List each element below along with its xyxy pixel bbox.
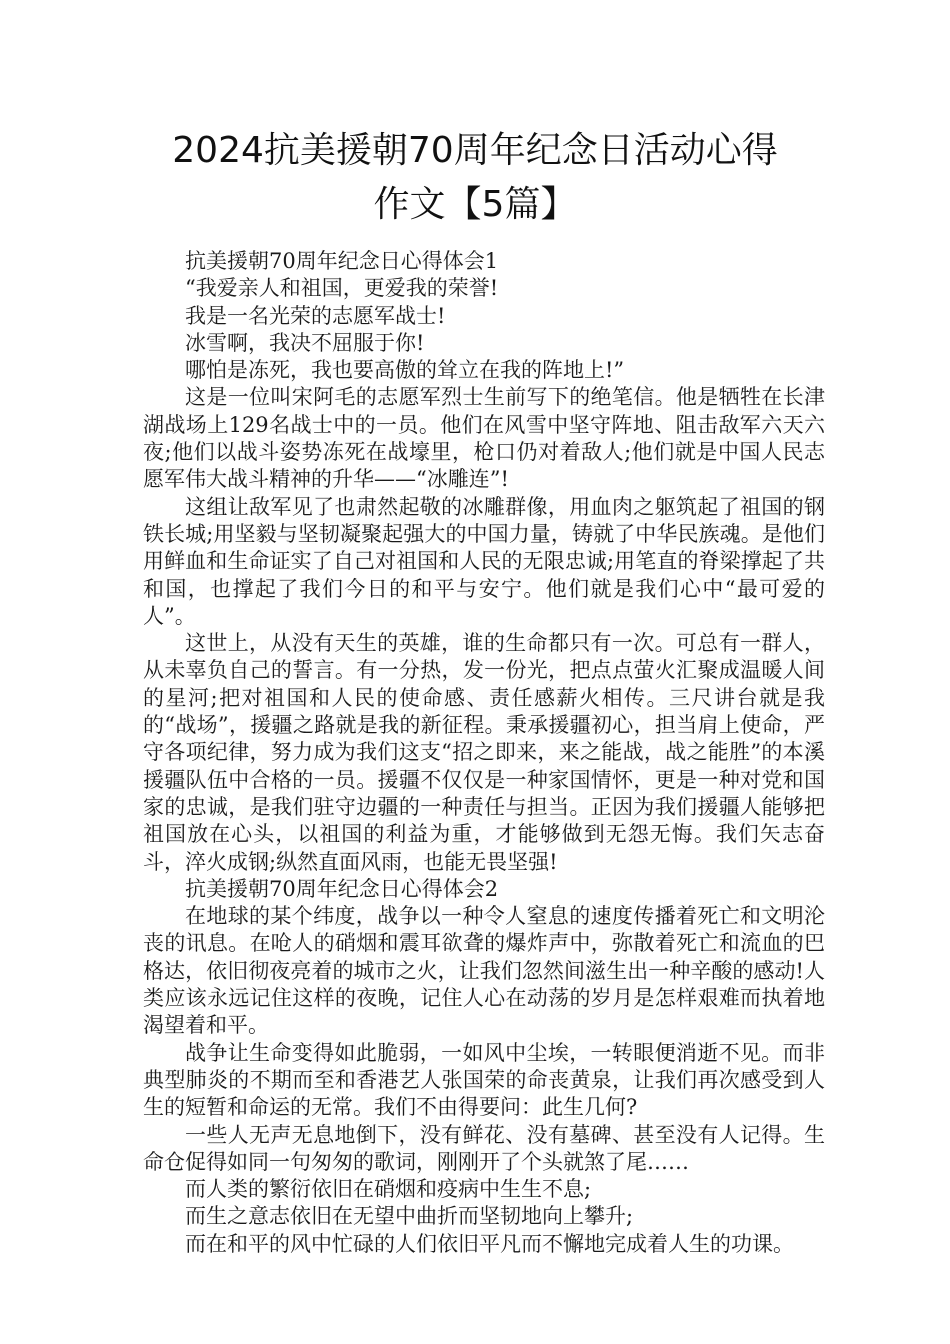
paragraph: 这世上，从没有天生的英雄，谁的生命都只有一次。可总有一群人，从未辜负自己的誓言。有一分热，发一份光，把点点萤火汇聚成温暖人间的星河;把对祖国和人民的使命感、责任感薪火相传。三尺讲台就是我的“战场”，援疆之路就是我的新征程。秉承援疆初心，担当肩上使命，严守各项纪律，努力成为我们这支“招之即来，来之能战，战之能胜”的本溪援疆队伍中合格的一员。援疆不仅仅是一种家国情怀，更是一种对党和国家的忠诚，是我们驻守边疆的一种责任与担当。正因为我们援疆人能够把祖国放在心头，以祖国的利益为重，才能够做到无怨无悔。我们矢志奋斗，淬火成钢;纵然直面风雨，也能无畏坚强! — [143, 631, 825, 874]
paragraph: 这是一位叫宋阿毛的志愿军烈士生前写下的绝笔信。他是牺牲在长津湖战场上129名战士中的一员。他们在风雪中坚守阵地、阻击敌军六天六夜;他们以战斗姿势冻死在战壕里，枪口仍对着敌人;他们就是中国人民志愿军伟大战斗精神的升华——“冰雕连”! — [143, 385, 825, 492]
title-line-1: 2024抗美援朝70周年纪念日活动心得 — [172, 130, 778, 171]
paragraph: 而生之意志依旧在无望中曲折而坚韧地向上攀升; — [185, 1204, 634, 1229]
paragraph: 这组让敌军见了也肃然起敬的冰雕群像，用血肉之躯筑起了祖国的钢铁长城;用坚毅与坚韧凝聚起强大的中国力量，铸就了中华民族魂。是他们用鲜血和生命证实了自己对祖国和人民的无限忠诚;用笔直的脊梁撑起了共和国，也撑起了我们今日的和平与安宁。他们就是我们心中“最可爱的人”。 — [143, 494, 825, 628]
section-heading-1: 抗美援朝70周年纪念日心得体会1 — [185, 249, 499, 273]
paragraph: 在地球的某个纬度，战争以一种令人窒息的速度传播着死亡和文明沦丧的讯息。在呛人的硝烟和震耳欲聋的爆炸声中，弥散着死亡和流血的巴格达，依旧彻夜亮着的城市之火，让我们忽然间滋生出一种辛酸的感动!人类应该永远记住这样的夜晚，记住人心在动荡的岁月是怎样艰难而执着地渴望着和平。 — [143, 904, 825, 1038]
paragraph: 一些人无声无息地倒下，没有鲜花、没有墓碑、甚至没有人记得。生命仓促得如同一句匆匆的歌词，刚刚开了个头就煞了尾…… — [143, 1122, 825, 1174]
document-title — [100, 124, 850, 232]
section-heading-2: 抗美援朝70周年纪念日心得体会2 — [185, 876, 499, 901]
paragraph: 战争让生命变得如此脆弱，一如风中尘埃，一转眼便消逝不见。而非典型肺炎的不期而至和香港艺人张国荣的命丧黄泉，让我们再次感受到人生的短暂和命运的无常。我们不由得要问：此生几何? — [143, 1040, 825, 1120]
paragraph: 而人类的繁衍依旧在硝烟和疫病中生生不息; — [185, 1177, 592, 1202]
poem-line: 我是一名光荣的志愿军战士! — [185, 303, 446, 328]
poem-line: 哪怕是冻死，我也要高傲的耸立在我的阵地上!” — [185, 358, 625, 383]
document-body — [143, 248, 825, 1258]
paragraph: 而在和平的风中忙碌的人们依旧平凡而不懈地完成着人生的功课。 — [185, 1231, 794, 1256]
title-line-2: 作文【5篇】 — [373, 184, 577, 225]
poem-line: 冰雪啊，我决不屈服于你! — [185, 330, 425, 355]
poem-line: “我爱亲人和祖国，更爱我的荣誉! — [185, 276, 499, 301]
